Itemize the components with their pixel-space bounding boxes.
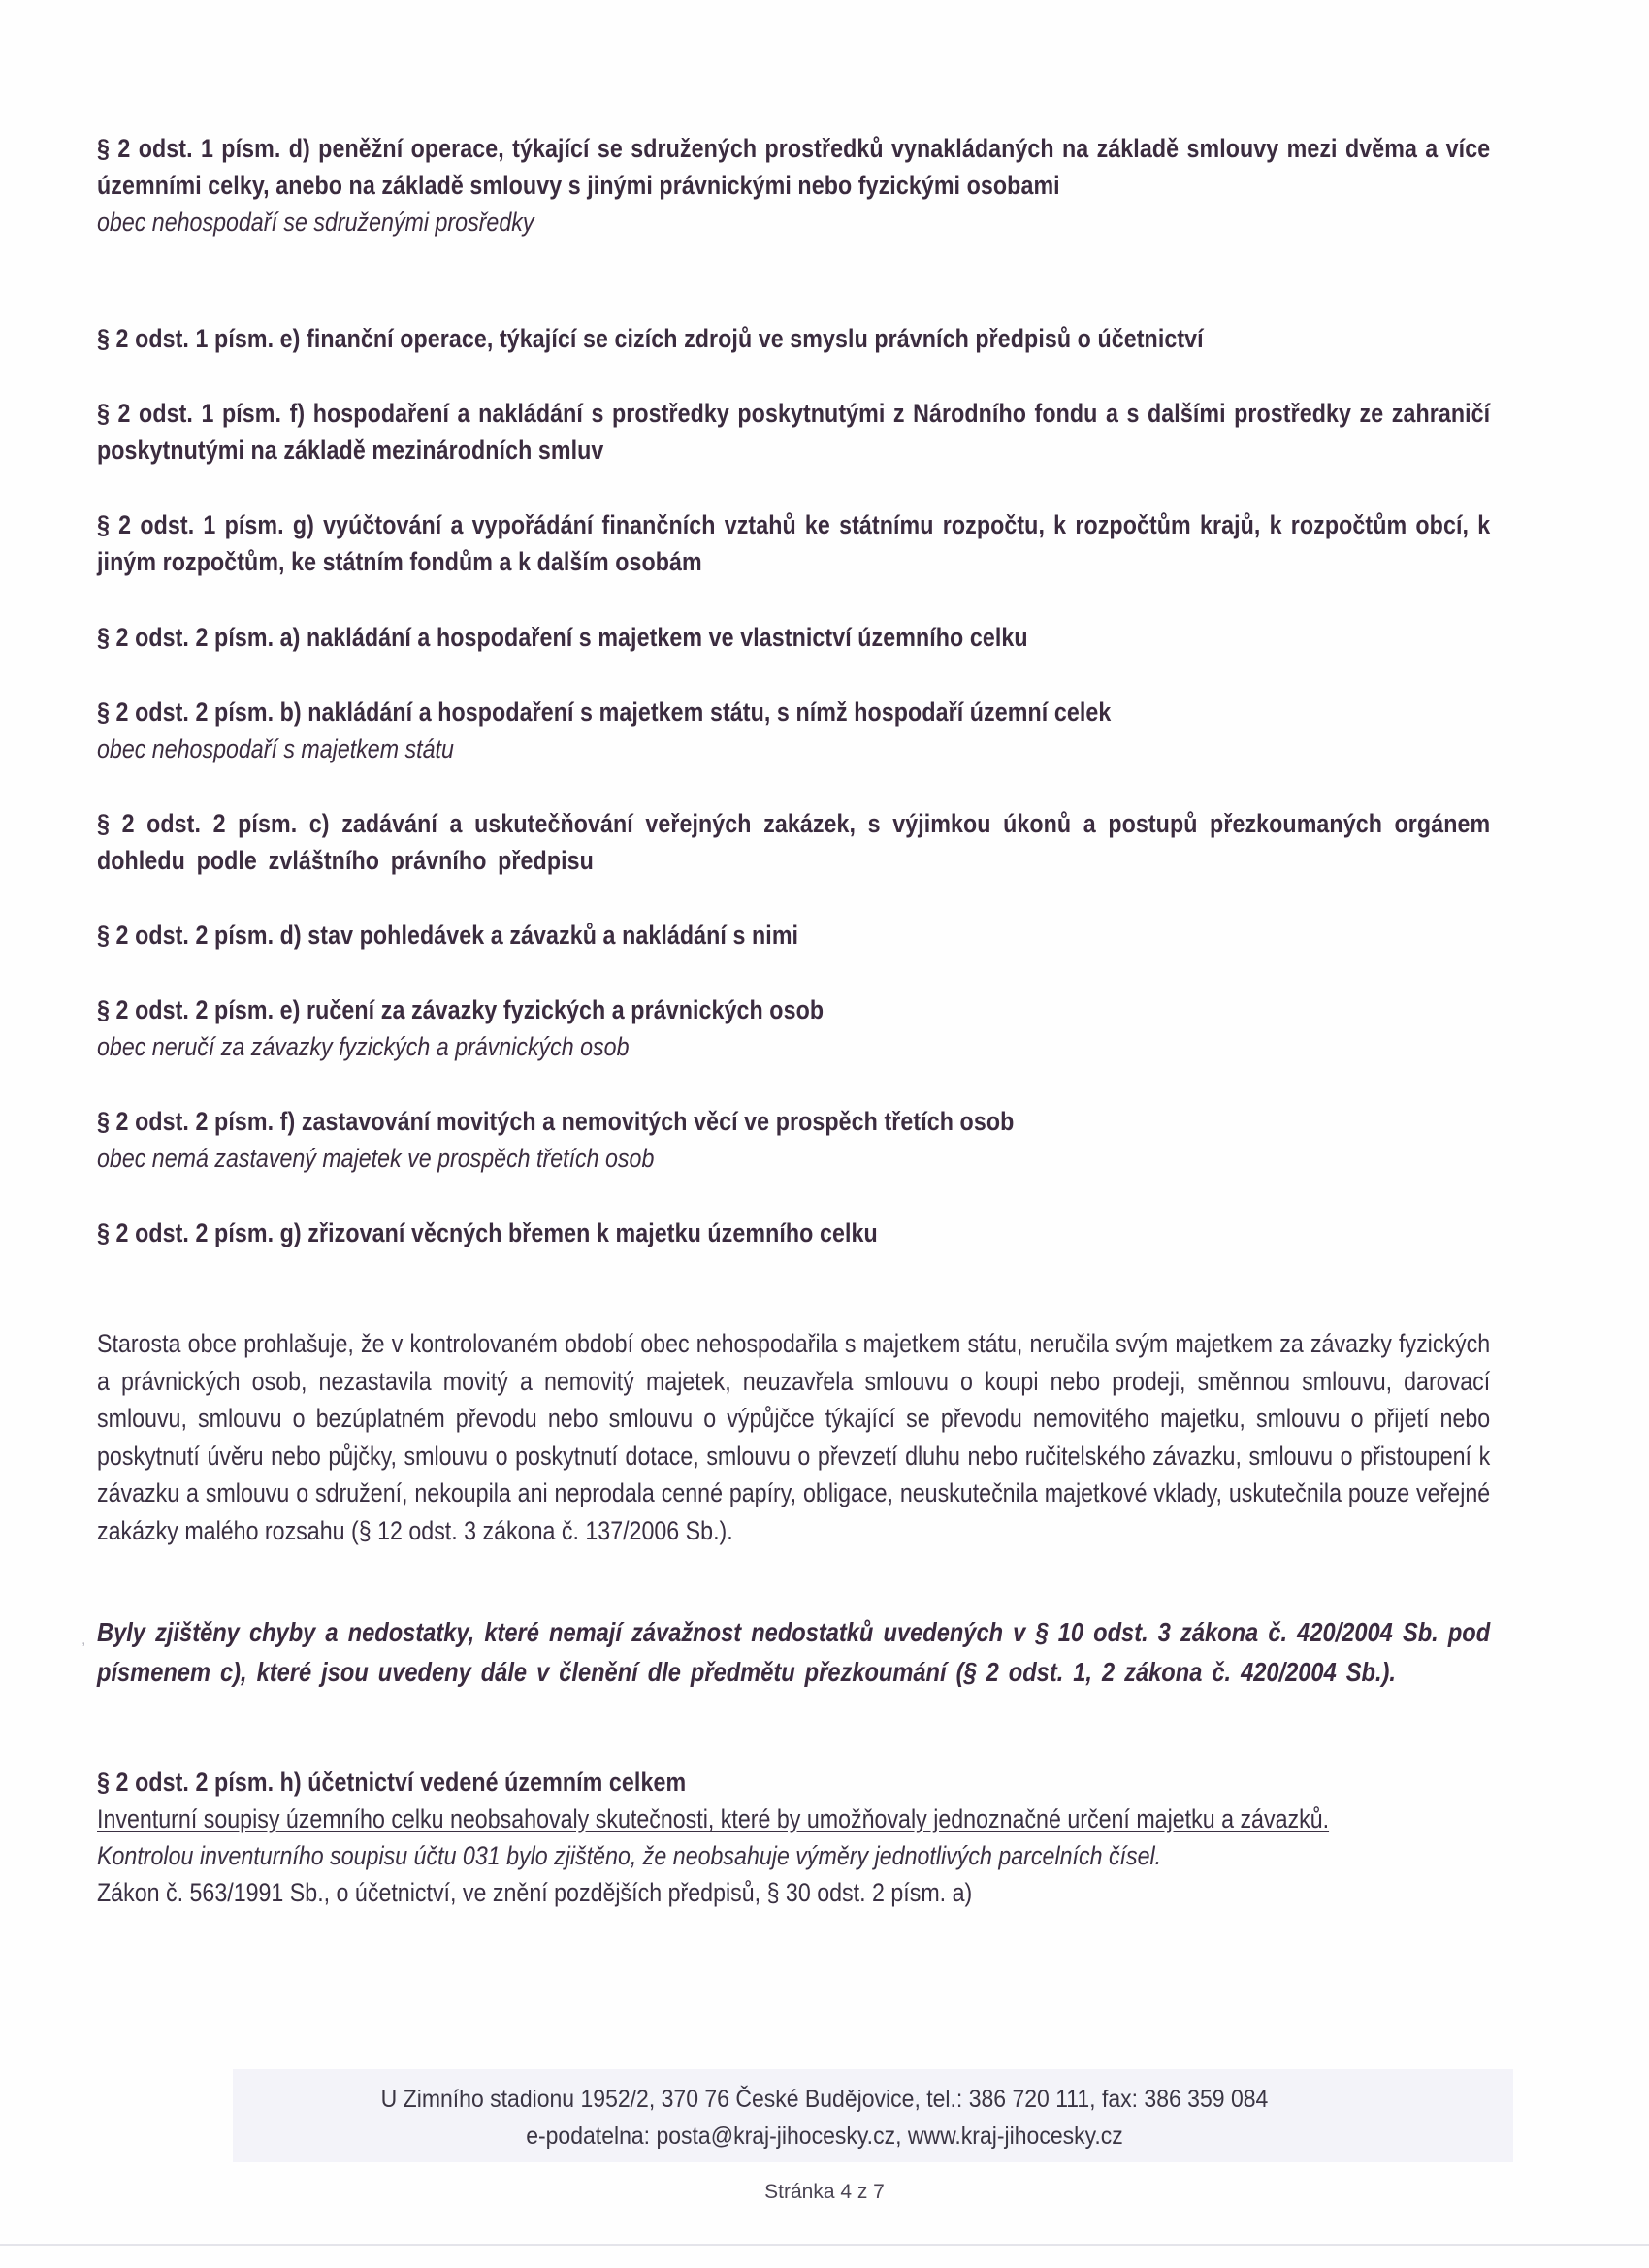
section-heading: § 2 odst. 2 písm. e) ručení za závazky fyzických a právnických osob [97,995,824,1024]
finding-2-2-h [97,1764,1490,1911]
section-2-1-e [97,320,1490,357]
section-2-2-f [97,1103,1490,1177]
section-note: obec neručí za závazky fyzických a právnických osob [97,1032,630,1061]
page-number: Stránka 4 z 7 [764,2181,885,2203]
section-heading: § 2 odst. 2 písm. f) zastavování movitých a nemovitých věcí ve prospěch třetích osob [97,1107,1015,1136]
section-note: obec nehospodaří s majetkem státu [97,734,454,763]
section-heading: § 2 odst. 2 písm. a) nakládání a hospodaření s majetkem ve vlastnictví územního celku [97,623,1028,652]
section-heading: § 2 odst. 2 písm. g) zřizovaní věcných břemen k majetku územního celku [97,1218,878,1247]
section-heading: § 2 odst. 2 písm. c) zadávání a uskutečňování veřejných zakázek, s výjimkou úkonů a postupů přezkoumaných orgánem dohledu podle zvláštního právního předpisu [97,809,1491,875]
section-note: obec nemá zastavený majetek ve prospěch třetích osob [97,1144,655,1173]
mayor-declaration [97,1325,1490,1549]
finding-issue: Inventurní soupisy územního celku neobsahovaly skutečnosti, které by umožňovaly jednoznačné určení majetku a závazků. [97,1804,1330,1833]
section-2-1-f [97,395,1490,469]
section-2-2-d [97,917,1490,954]
footer-address: U Zimního stadionu 1952/2, 370 76 České Budějovice, tel.: 386 720 111, fax: 386 359 084 [380,2086,1269,2113]
bottom-rule [0,2244,1649,2246]
section-2-1-g [97,506,1490,580]
section-heading: § 2 odst. 1 písm. d) peněžní operace, týkající se sdružených prostředků vynakládaných na základě smlouvy mezi dvěma a více územními celky, anebo na základě smlouvy s jinými právnickými nebo fyzickými osobami [97,134,1491,200]
section-2-2-a [97,619,1490,656]
section-heading: § 2 odst. 1 písm. f) hospodaření a nakládání s prostředky poskytnutými z Národního fondu a s dalšími prostředky ze zahraničí poskytnutými na základě mezinárodních smluv [97,399,1491,465]
finding-law: Zákon č. 563/1991 Sb., o účetnictví, ve znění pozdějších předpisů, § 30 odst. 2 písm. a) [97,1878,973,1907]
findings-intro [97,1612,1490,1692]
section-note: obec nehospodaří se sdruženými prosředky [97,208,534,237]
section-heading: § 2 odst. 1 písm. e) finanční operace, týkající se cizích zdrojů ve smyslu právních předpisů o účetnictví [97,324,1204,353]
section-2-2-b [97,694,1490,767]
section-2-1-d [97,130,1490,241]
scan-mark: , [81,1632,86,1648]
section-2-2-e [97,991,1490,1065]
finding-heading: § 2 odst. 2 písm. h) účetnictví vedené územním celkem [97,1767,687,1797]
section-heading: § 2 odst. 2 písm. b) nakládání a hospodaření s majetkem státu, s nímž hospodaří územní celek [97,697,1112,727]
section-heading: § 2 odst. 2 písm. d) stav pohledávek a závazků a nakládání s nimi [97,921,799,950]
footer-contact: e-podatelna: posta@kraj-jihocesky.cz, www.kraj-jihocesky.cz [526,2122,1123,2150]
findings-intro-text: Byly zjištěny chyby a nedostatky, které nemají závažnost nedostatků uvedených v § 10 odst. 3 zákona č. 420/2004 Sb. pod písmenem c), které jsou uvedeny dále v členění dle předmětu přezkoumání (§ 2 odst. 1, 2 zákona č. 420/2004 Sb.). [97,1617,1491,1687]
declaration-text: Starosta obce prohlašuje, že v kontrolovaném období obec nehospodařila s majetkem státu, neručila svým majetkem za závazky fyzických a právnických osob, nezastavila movitý a nemovitý majetek, neuzavřela smlouvu o koupi nebo prodeji, směnnou smlouvu, darovací smlouvu, smlouvu o bezúplatném převodu nebo smlouvu o výpůjčce týkající se převodu nemovitého majetku, smlouvu o přijetí nebo poskytnutí úvěru nebo půjčky, smlouvu o poskytnutí dotace, smlouvu o převzetí dluhu nebo ručitelského závazku, smlouvu o přistoupení k závazku a smlouvu o sdružení, nekoupila ani neprodala cenné papíry, obligace, neuskutečnila majetkové vklady, uskutečnila pouze veřejné zakázky malého rozsahu (§ 12 odst. 3 zákona č. 137/2006 Sb.). [97,1329,1491,1545]
section-2-2-c [97,805,1490,879]
section-2-2-g [97,1215,1490,1251]
section-heading: § 2 odst. 1 písm. g) vyúčtování a vypořádání finančních vztahů ke státnímu rozpočtu, k rozpočtům krajů, k rozpočtům obcí, k jiným rozpočtům, ke státním fondům a k dalším osobám [97,510,1491,576]
finding-detail: Kontrolou inventurního soupisu účtu 031 bylo zjištěno, že neobsahuje výměry jednotlivých parcelních čísel. [97,1841,1162,1870]
